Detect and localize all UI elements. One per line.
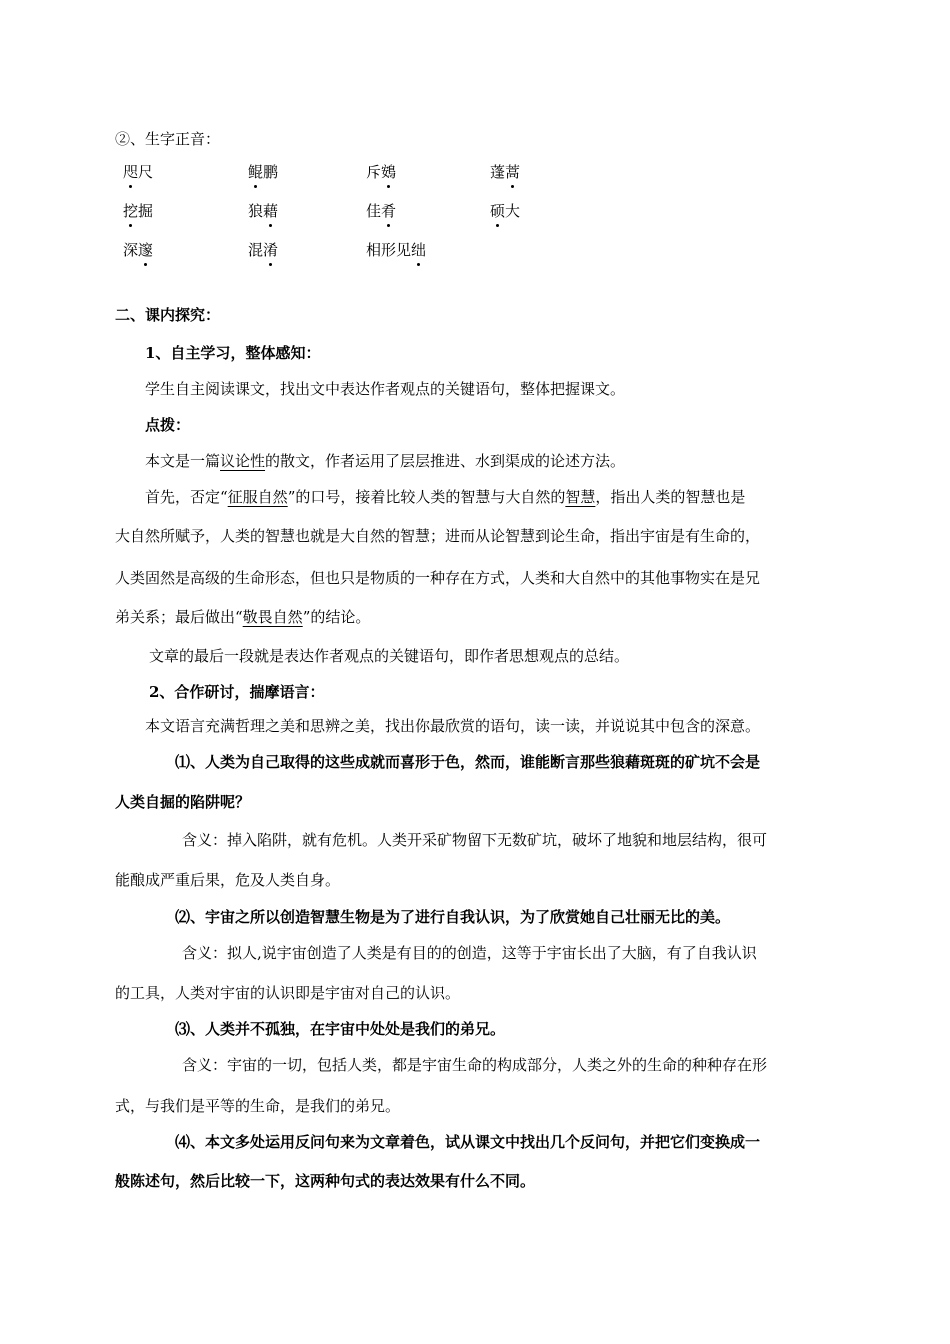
vocab-word bbox=[123, 161, 153, 182]
vocab-text: 大 bbox=[505, 202, 521, 220]
underlined-term: 征服自然 bbox=[227, 488, 288, 506]
underlined-term: 敬畏自然 bbox=[242, 608, 303, 626]
vocab-text: 蓬 bbox=[490, 163, 506, 181]
vocab-word bbox=[123, 239, 153, 260]
question-4-line-2: 般陈述句，然后比较一下，这两种句式的表达效果有什么不同。 bbox=[115, 1172, 536, 1190]
vocab-word bbox=[366, 239, 426, 260]
text: ”的口号，接着比较人类的智慧与大自然的 bbox=[287, 488, 566, 506]
vocab-text: 佳 bbox=[366, 202, 382, 220]
hint-paragraph-3: 文章的最后一段就是表达作者观点的关键语句，即作者思想观点的总结。 bbox=[149, 647, 630, 665]
dotted-character: 鲲 bbox=[248, 163, 264, 181]
vocab-text: 尺 bbox=[138, 163, 154, 181]
vocab-word bbox=[366, 200, 396, 221]
question-4-line-1: ⑷、本文多处运用反问句来为文章着色，试从课文中找出几个反问句，并把它们变换成一 bbox=[175, 1133, 761, 1151]
part1-title: 1、自主学习，整体感知： bbox=[145, 344, 321, 362]
text: ，指出人类的智慧也是 bbox=[595, 488, 746, 506]
hint-label: 点拨： bbox=[145, 416, 191, 434]
dotted-character: 硕 bbox=[490, 202, 506, 220]
vocab-text: 相形见 bbox=[366, 241, 412, 259]
hint-paragraph-2-line-4 bbox=[115, 606, 370, 627]
vocab-word bbox=[490, 200, 520, 221]
dotted-character: 绌 bbox=[411, 241, 427, 259]
vocab-word bbox=[248, 200, 278, 221]
question-3: ⑶、人类并不孤独，在宇宙中处处是我们的弟兄。 bbox=[175, 1020, 506, 1038]
vocab-text: 狼 bbox=[248, 202, 264, 220]
vocab-word bbox=[366, 161, 396, 182]
dotted-character: 咫 bbox=[123, 163, 139, 181]
text: 首先，否定“ bbox=[145, 488, 228, 506]
vocab-word bbox=[123, 200, 153, 221]
question-1-line-1: ⑴、人类为自己取得的这些成就而喜形于色，然而，谁能断言那些狼藉斑斑的矿坑不会是 bbox=[175, 753, 761, 771]
dotted-character: 鴳 bbox=[381, 163, 397, 181]
hint-paragraph-2-line-3: 人类固然是高级的生命形态，但也只是物质的一种存在方式，人类和大自然中的其他事物实在是兄 bbox=[115, 569, 761, 587]
vocab-text: 掘 bbox=[138, 202, 154, 220]
dotted-character: 淆 bbox=[263, 241, 279, 259]
hint-paragraph-1 bbox=[145, 450, 625, 471]
part2-title: 2、合作研讨，揣摩语言： bbox=[149, 683, 325, 701]
answer-1-line-1: 含义：掉入陷阱，就有危机。人类开采矿物留下无数矿坑，破坏了地貌和地层结构，很可 bbox=[182, 831, 768, 849]
answer-1-line-2: 能酿成严重后果，危及人类自身。 bbox=[115, 871, 341, 889]
vocab-word bbox=[248, 161, 278, 182]
vocab-word bbox=[490, 161, 520, 182]
dotted-character: 藉 bbox=[263, 202, 279, 220]
hint-paragraph-2-line-1 bbox=[145, 486, 745, 507]
text: 本文是一篇 bbox=[145, 452, 221, 470]
vocab-text: 鹏 bbox=[263, 163, 279, 181]
vocab-text: 深 bbox=[123, 241, 139, 259]
underlined-term: 议论性 bbox=[220, 452, 266, 470]
section-title: 二、课内探究： bbox=[115, 306, 221, 324]
dotted-character: 邃 bbox=[138, 241, 154, 259]
dotted-character: 肴 bbox=[381, 202, 397, 220]
dotted-character: 挖 bbox=[123, 202, 139, 220]
dotted-character: 蒿 bbox=[505, 163, 521, 181]
question-2: ⑵、宇宙之所以创造智慧生物是为了进行自我认识，为了欣赏她自己壮丽无比的美。 bbox=[175, 908, 731, 926]
vocab-text: 斥 bbox=[366, 163, 382, 181]
text: 弟关系；最后做出“ bbox=[115, 608, 243, 626]
vocab-heading: ②、生字正音： bbox=[115, 130, 221, 148]
part1-intro: 学生自主阅读课文，找出文中表达作者观点的关键语句，整体把握课文。 bbox=[145, 380, 626, 398]
answer-3-line-2: 式，与我们是平等的生命，是我们的弟兄。 bbox=[115, 1097, 401, 1115]
answer-2-line-1: 含义：拟人,说宇宙创造了人类是有目的的创造，这等于宇宙长出了大脑，有了自我认识 bbox=[182, 944, 757, 962]
question-1-line-2: 人类自掘的陷阱呢？ bbox=[115, 793, 251, 811]
vocab-text: 混 bbox=[248, 241, 264, 259]
answer-2-line-2: 的工具，人类对宇宙的认识即是宇宙对自己的认识。 bbox=[115, 984, 461, 1002]
hint-paragraph-2-line-2: 大自然所赋予，人类的智慧也就是大自然的智慧；进而从论智慧到论生命，指出宇宙是有生命的， bbox=[115, 527, 761, 545]
text: ”的结论。 bbox=[302, 608, 371, 626]
part2-intro: 本文语言充满哲理之美和思辨之美，找出你最欣赏的语句，读一读，并说说其中包含的深意。 bbox=[145, 717, 761, 735]
answer-3-line-1: 含义：宇宙的一切，包括人类，都是宇宙生命的构成部分，人类之外的生命的种种存在形 bbox=[182, 1056, 768, 1074]
underlined-term: 智慧 bbox=[565, 488, 596, 506]
text: 的散文，作者运用了层层推进、水到渠成的论述方法。 bbox=[265, 452, 626, 470]
vocab-word bbox=[248, 239, 278, 260]
